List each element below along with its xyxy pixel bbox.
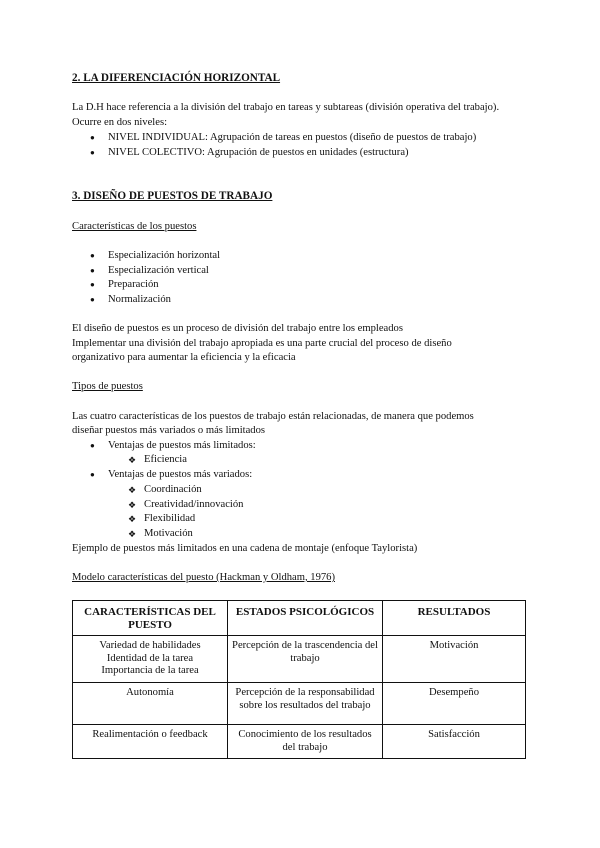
limited-advantages (72, 453, 187, 468)
section-3-title: 3. DISEÑO DE PUESTOS DE TRABAJO (72, 190, 273, 202)
table-header-row (73, 601, 526, 636)
table-header-cell: RESULTADOS (383, 601, 526, 636)
example-line: Ejemplo de puestos más limitados en una cadena de montaje (enfoque Taylorista) (72, 543, 418, 554)
list-item: ● Normalización (72, 293, 220, 308)
section-2-intro-line-2: Ocurre en dos niveles: (72, 117, 168, 128)
list-item: ● NIVEL INDIVIDUAL: Agrupación de tareas en puestos (diseño de puestos de trabajo) (72, 131, 476, 146)
list-item: ● Ventajas de puestos más limitados: (72, 439, 256, 454)
model-title: Modelo características del puesto (Hackman y Oldham, 1976) (72, 572, 335, 583)
characteristics-list (72, 249, 220, 307)
design-paragraph-line-2: Implementar una división del trabajo apropiada es una parte crucial del proceso de diseño (72, 338, 452, 349)
list-item: ● Preparación (72, 278, 220, 293)
section-2-title: 2. LA DIFERENCIACIÓN HORIZONTAL (72, 72, 281, 84)
table-cell: Satisfacción (383, 724, 526, 758)
design-paragraph-line-1: El diseño de puestos es un proceso de división del trabajo entre los empleados (72, 323, 403, 334)
list-item: ❖ Creatividad/innovación (72, 498, 243, 513)
table-cell: Percepción de la trascendencia del trabajo (228, 636, 383, 683)
table-cell: Autonomía (73, 682, 228, 724)
table-cell: Percepción de la responsabilidad sobre los resultados del trabajo (228, 682, 383, 724)
varied-list (72, 468, 252, 483)
list-item: ❖ Motivación (72, 527, 243, 542)
levels-list (72, 131, 476, 160)
characteristics-title: Características de los puestos (72, 221, 197, 232)
table-row (73, 636, 526, 683)
list-item: ❖ Coordinación (72, 483, 243, 498)
table-row (73, 682, 526, 724)
section-2-intro-line-1: La D.H hace referencia a la división del trabajo en tareas y subtareas (división operativa del trabajo). (72, 102, 500, 113)
table-header-cell: CARACTERÍSTICAS DEL PUESTO (73, 601, 228, 636)
limited-list (72, 439, 256, 454)
design-paragraph-line-3: organizativo para aumentar la eficiencia y la eficacia (72, 352, 296, 363)
types-paragraph-line-1: Las cuatro características de los puestos de trabajo están relacionadas, de manera que podemos (72, 411, 474, 422)
list-item: ❖ Flexibilidad (72, 512, 243, 527)
list-item: ● Ventajas de puestos más variados: (72, 468, 252, 483)
job-characteristics-table (72, 600, 526, 759)
list-item: ❖ Eficiencia (72, 453, 187, 468)
types-paragraph-line-2: diseñar puestos más variados o más limitados (72, 425, 266, 436)
table-header-cell: ESTADOS PSICOLÓGICOS (228, 601, 383, 636)
table-cell: Variedad de habilidades Identidad de la tarea Importancia de la tarea (73, 636, 228, 683)
table-row (73, 724, 526, 758)
table-cell: Realimentación o feedback (73, 724, 228, 758)
list-item: ● NIVEL COLECTIVO: Agrupación de puestos en unidades (estructura) (72, 146, 476, 161)
varied-advantages (72, 483, 243, 541)
table-cell: Motivación (383, 636, 526, 683)
table-cell: Desempeño (383, 682, 526, 724)
list-item: ● Especialización vertical (72, 264, 220, 279)
types-title: Tipos de puestos (72, 381, 143, 392)
list-item: ● Especialización horizontal (72, 249, 220, 264)
table-cell: Conocimiento de los resultados del trabajo (228, 724, 383, 758)
